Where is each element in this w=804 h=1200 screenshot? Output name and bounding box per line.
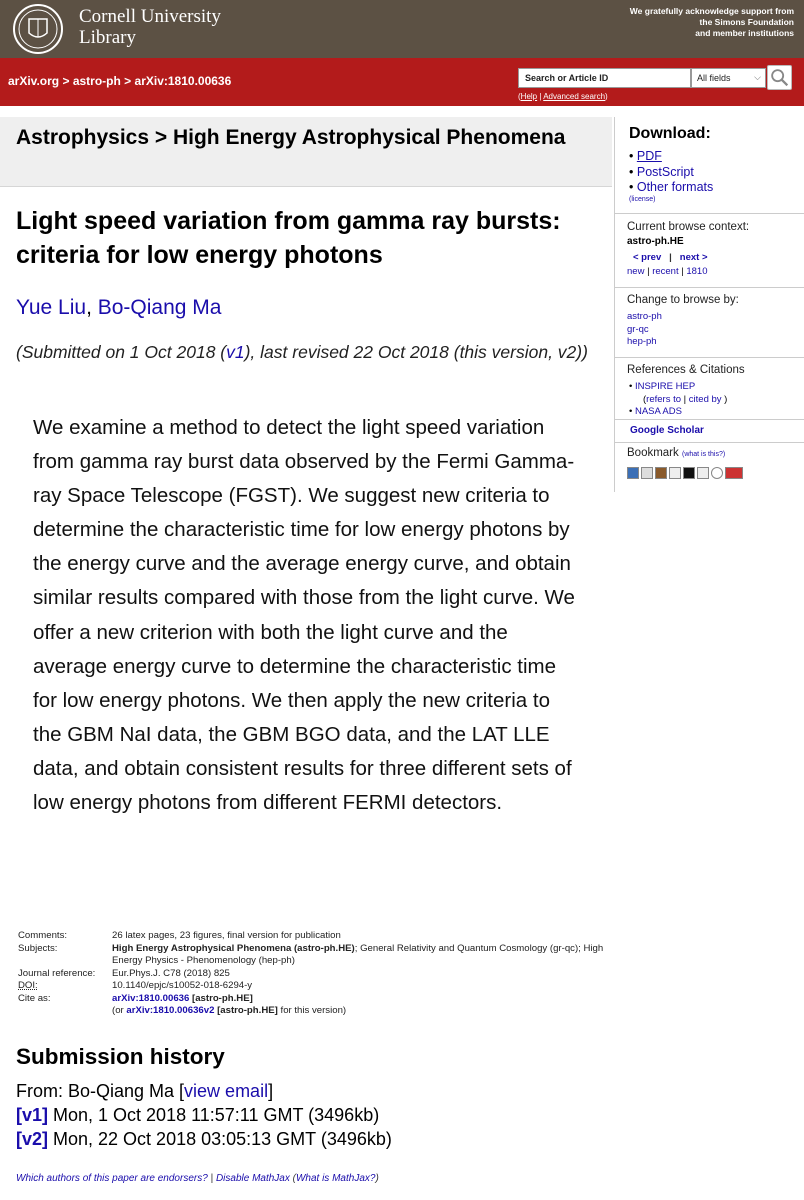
- postscript-link[interactable]: PostScript: [636, 164, 694, 179]
- breadcrumb: arXiv.org > astro-ph > arXiv:1810.00636: [8, 74, 232, 88]
- chevron-down-icon: ⌵: [754, 72, 761, 82]
- what-is-mathjax-link[interactable]: What is MathJax?: [295, 1173, 376, 1184]
- author-link[interactable]: Yue Liu: [16, 296, 87, 319]
- cornell-library-name[interactable]: Cornell University Library: [79, 6, 221, 48]
- support-notice: We gratefully acknowledge support from the Simons Foundation and member institutions: [629, 6, 794, 38]
- breadcrumb-site[interactable]: arXiv.org: [8, 74, 60, 88]
- metadata-table: [18, 930, 608, 1018]
- cite-version-link[interactable]: arXiv:1810.00636v2: [126, 1005, 215, 1016]
- delicious-icon[interactable]: [669, 467, 681, 479]
- refers-to-link[interactable]: refers to: [646, 393, 682, 405]
- bibsonomy-icon[interactable]: [627, 467, 639, 479]
- digg-icon[interactable]: [683, 467, 695, 479]
- cornell-header: [0, 0, 804, 58]
- version-link[interactable]: [v2]: [16, 1129, 49, 1149]
- what-is-this-link[interactable]: what is this?: [684, 451, 723, 458]
- next-link[interactable]: next >: [679, 252, 708, 263]
- meta-row-subjects: Subjects: High Energy Astrophysical Phenomena (astro-ph.HE); General Relativity and Quantum Cosmology (gr-qc); High Energy Physics - Phenomenology (hep-ph): [18, 942, 604, 966]
- cornell-seal-logo[interactable]: [11, 3, 68, 55]
- browse-by-link[interactable]: hep-ph: [627, 336, 657, 347]
- search-input[interactable]: Search or Article ID: [518, 68, 691, 88]
- history-version: [v2] Mon, 22 Oct 2018 03:05:13 GMT (3496kb): [16, 1129, 392, 1149]
- meta-row-comments: Comments: 26 latex pages, 23 figures, final version for publication: [18, 930, 341, 941]
- cited-by-link[interactable]: cited by: [688, 393, 722, 405]
- arxiv-nav-bar: [0, 58, 804, 106]
- disable-mathjax-link[interactable]: Disable MathJax: [215, 1173, 290, 1184]
- bookmark-box: Bookmark (what is this?): [615, 443, 804, 492]
- reddit-icon[interactable]: [711, 467, 723, 479]
- browse-by-link[interactable]: gr-qc: [627, 323, 649, 335]
- recent-link[interactable]: recent: [652, 266, 679, 277]
- meta-row-doi: DOI: 10.1140/epjc/s10052-018-6294-y: [18, 980, 608, 993]
- author-link[interactable]: Bo-Qiang Ma: [97, 296, 222, 319]
- advanced-search-link[interactable]: Advanced search: [543, 92, 606, 101]
- sciencewise-icon[interactable]: [725, 467, 743, 479]
- search-icon: [768, 66, 791, 89]
- download-list: [629, 149, 713, 196]
- help-link[interactable]: Help: [520, 92, 538, 101]
- references-box: References & Citations • INSPIRE HEP (refers to | cited by ) • NASA ADS: [615, 358, 804, 420]
- paper-title: Light speed variation from gamma ray bursts: criteria for low energy photons: [16, 207, 561, 269]
- browse-context: astro-ph.HE: [627, 236, 684, 247]
- other-formats-link[interactable]: Other formats: [636, 180, 714, 194]
- mendeley-icon[interactable]: [697, 467, 709, 479]
- abstract: We examine a method to detect the light speed variation from gamma ray burst data observed by the Fermi Gamma-ray Space Telescope (FGST). We suggest new criteria to determine the characteristic time for low energy photons by the energy curve and the average energy curve, and obtain similar results compared with those from the light curve. We offer a new criterion with both the light curve and the average energy curve to determine the characteristic time for low energy photons. We then apply the new criteria to the GBM NaI data, the GBM BGO data, and the LAT LLE data, and obtain consistent results for three different sets of low energy photons from different FERMI detectors.: [33, 416, 575, 815]
- inspire-link[interactable]: INSPIRE HEP: [634, 381, 696, 392]
- citeulike-icon[interactable]: [641, 467, 653, 479]
- search-button[interactable]: [767, 65, 792, 90]
- cite-link[interactable]: arXiv:1810.00636: [112, 992, 190, 1004]
- yymm-link[interactable]: 1810: [686, 266, 708, 277]
- search-field-select[interactable]: All fields ⌵: [691, 68, 766, 88]
- history-from: From: Bo-Qiang Ma [view email]: [16, 1081, 274, 1101]
- breadcrumb-paper: arXiv:1810.00636: [134, 74, 232, 88]
- prev-link[interactable]: < prev: [633, 252, 662, 263]
- browse-context-box: Current browse context: astro-ph.HE < prev | next > new | recent | 1810: [615, 215, 804, 288]
- change-browse-box: Change to browse by: astro-ph gr-qc hep-ph: [615, 288, 804, 358]
- endorsers-link[interactable]: Which authors of this paper are endorsers?: [16, 1173, 208, 1184]
- meta-row-journal: Journal reference: Eur.Phys.J. C78 (2018) 825: [18, 967, 230, 979]
- download-box: [615, 117, 804, 214]
- google-scholar-link[interactable]: Google Scholar: [630, 425, 704, 436]
- scholar-box: [615, 420, 804, 443]
- version-link[interactable]: [v1]: [16, 1105, 49, 1125]
- sidebar: [614, 117, 804, 492]
- submission-history: [16, 1079, 392, 1151]
- dateline: (Submitted on 1 Oct 2018 (v1), last revised 22 Oct 2018 (this version, v2)): [16, 342, 588, 362]
- browse-by-link[interactable]: astro-ph: [627, 311, 662, 322]
- breadcrumb-archive[interactable]: astro-ph: [72, 74, 121, 88]
- category-title: Astrophysics > High Energy Astrophysical Phenomena: [16, 126, 566, 149]
- authors: Yue Liu, Bo-Qiang Ma: [16, 296, 222, 319]
- connotea-icon[interactable]: [655, 467, 667, 479]
- pdf-link[interactable]: PDF: [636, 149, 662, 163]
- doi-link[interactable]: 10.1140/epjc/s10052-018-6294-y: [112, 980, 253, 991]
- download-title: Download:: [629, 125, 711, 142]
- new-link[interactable]: new: [627, 266, 645, 277]
- meta-row-cite-version: (or arXiv:1810.00636v2 [astro-ph.HE] for this version): [112, 1005, 347, 1016]
- version-v1-link[interactable]: v1: [226, 342, 245, 362]
- search-help-links: (Help | Advanced search): [518, 92, 608, 101]
- footer-links: Which authors of this paper are endorsers? | Disable MathJax (What is MathJax?): [16, 1173, 379, 1184]
- license-link[interactable]: (license): [629, 196, 656, 203]
- view-email-link[interactable]: view email: [184, 1081, 269, 1101]
- category-header: [0, 117, 612, 187]
- submission-history-title: Submission history: [16, 1044, 225, 1069]
- meta-row-cite: Cite as: arXiv:1810.00636 [astro-ph.HE]: [18, 992, 253, 1004]
- bookmark-icons: [627, 467, 743, 479]
- history-version: [v1] Mon, 1 Oct 2018 11:57:11 GMT (3496kb): [16, 1105, 380, 1125]
- nasa-ads-link[interactable]: NASA ADS: [634, 406, 682, 417]
